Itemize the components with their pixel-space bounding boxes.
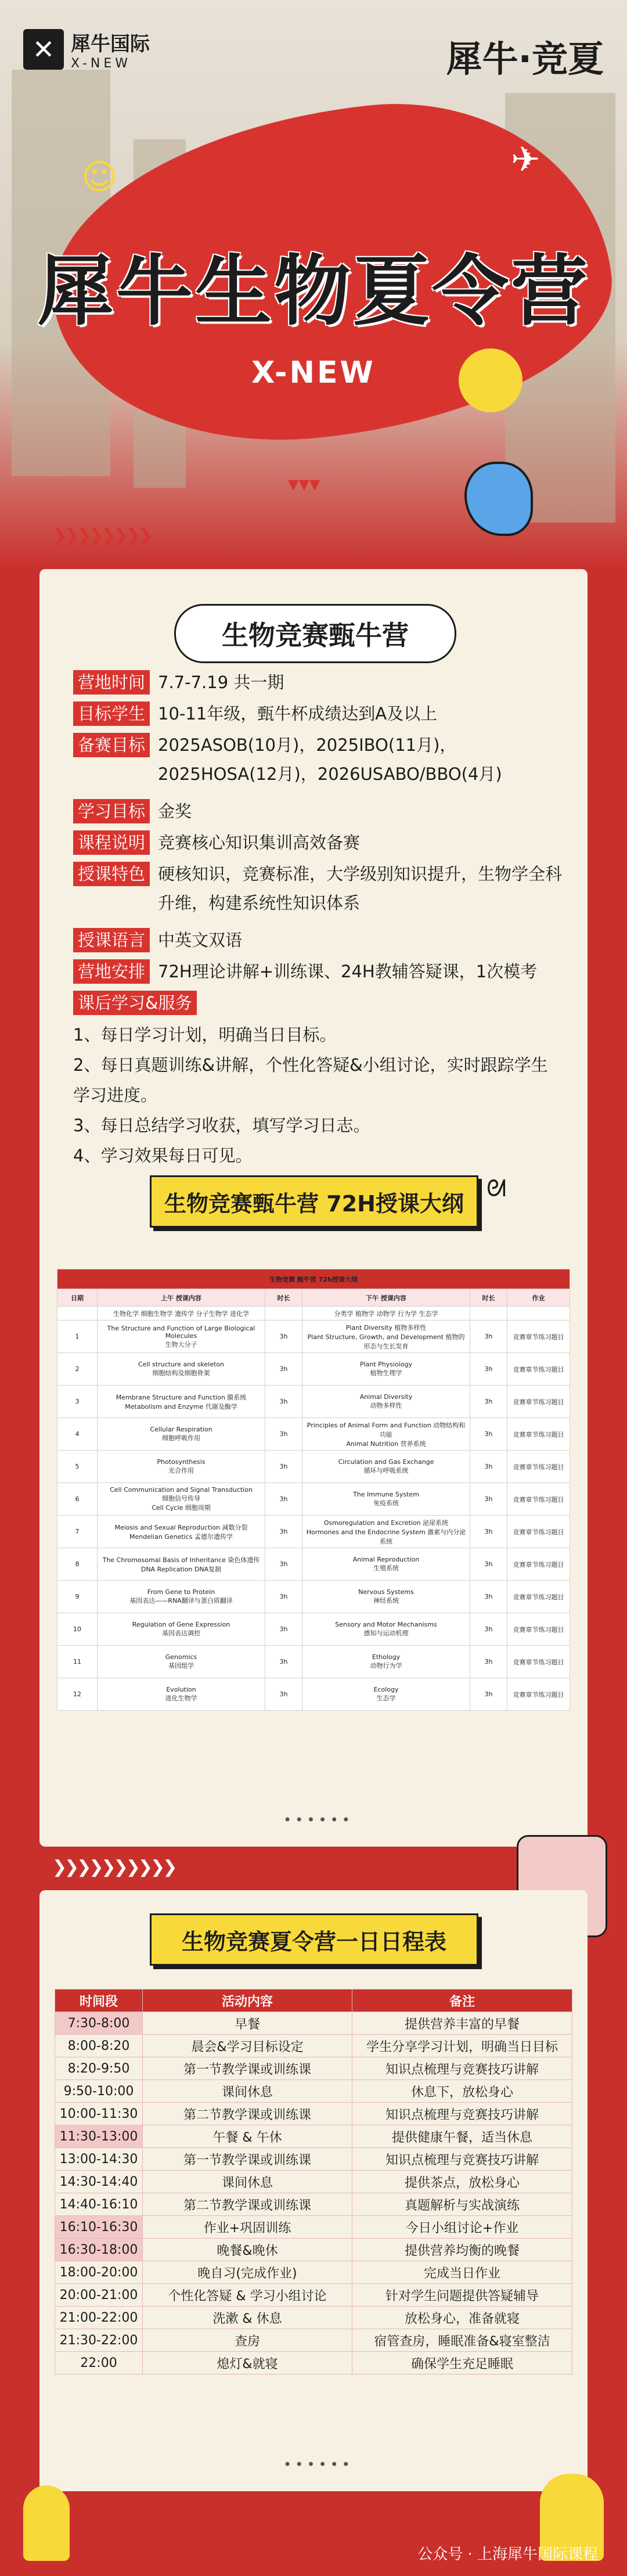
homework-cell: 竞赛章节练习题目 [507, 1451, 570, 1483]
note-cell: 完成当日作业 [352, 2261, 572, 2284]
day-cell: 3 [57, 1386, 98, 1418]
info-row [73, 668, 570, 697]
am-subjects: 生物化学 细胞生物学 遗传学 分子生物学 进化学 [98, 1307, 265, 1321]
pm-hours-cell: 3h [470, 1646, 507, 1678]
pm-hours-cell: 3h [470, 1386, 507, 1418]
schedule-row [55, 2307, 572, 2329]
pm-topic-cell: Nervous Systems 神经系统 [302, 1581, 470, 1613]
day-cell: 5 [57, 1451, 98, 1483]
time-cell: 14:40-16:10 [55, 2193, 143, 2216]
am-topic-cell: Photosynthesis 光合作用 [98, 1451, 265, 1483]
info-label: 备赛目标 [73, 733, 150, 757]
info-row [73, 828, 570, 857]
time-cell: 16:10-16:30 [55, 2216, 143, 2239]
pm-topic-cell: Ecology 生态学 [302, 1678, 470, 1711]
schedule-row [55, 2171, 572, 2193]
x-logo-icon: ✕ [23, 29, 64, 70]
time-cell: 22:00 [55, 2352, 143, 2374]
note-cell: 休息下，放松身心 [352, 2080, 572, 2103]
pm-hours-cell: 3h [470, 1548, 507, 1581]
note-cell: 学生分享学习计划，明确当日目标 [352, 2035, 572, 2057]
note-cell: 确保学生充足睡眠 [352, 2352, 572, 2374]
am-topic-cell: From Gene to Protein 基因表达——RNA翻译与蛋白质翻译 [98, 1581, 265, 1613]
arrows-decor-icon: ❯❯❯❯❯❯❯❯ [52, 526, 151, 546]
activity-cell: 个性化答疑 & 学习小组讨论 [143, 2284, 352, 2307]
info-value: 金奖 [158, 801, 192, 821]
activity-cell: 第二节教学课或训练课 [143, 2103, 352, 2125]
schedule-table [55, 1989, 572, 2374]
syllabus-row [57, 1516, 570, 1548]
smile-icon: ☺ [81, 157, 118, 197]
activity-cell: 晨会&学习目标设定 [143, 2035, 352, 2057]
am-hours-cell: 3h [265, 1418, 302, 1451]
schedule-card [39, 1890, 588, 2491]
homework-cell: 竞赛章节练习题目 [507, 1418, 570, 1451]
time-cell: 21:00-22:00 [55, 2307, 143, 2329]
info-value: 72H理论讲解+训练课、24H教辅答疑课，1次模考 [158, 962, 538, 981]
time-cell: 16:30-18:00 [55, 2239, 143, 2261]
syllabus-row [57, 1548, 570, 1581]
pm-hours-cell: 3h [470, 1483, 507, 1516]
am-hours-cell: 3h [265, 1548, 302, 1581]
am-topic-cell: Genomics 基因组学 [98, 1646, 265, 1678]
info-label: 目标学生 [73, 701, 150, 726]
activity-cell: 早餐 [143, 2012, 352, 2035]
note-cell: 知识点梳理与竞赛技巧讲解 [352, 2057, 572, 2080]
activity-cell: 午餐 & 午休 [143, 2125, 352, 2148]
activity-cell: 课间休息 [143, 2171, 352, 2193]
schedule-row [55, 2035, 572, 2057]
pm-hours-cell: 3h [470, 1418, 507, 1451]
info-value: 中英文双语 [158, 930, 243, 950]
am-topic-cell: The Chromosomal Basis of Inheritance 染色体遗传 DNA Replication DNA复制 [98, 1548, 265, 1581]
syllabus-row [57, 1451, 570, 1483]
time-cell: 18:00-20:00 [55, 2261, 143, 2284]
info-label: 课后学习&服务 [73, 991, 197, 1015]
sun-spiral-icon [459, 348, 522, 412]
note-cell: 宿管查房，睡眠准备&寝室整洁 [352, 2329, 572, 2352]
info-label: 营地安排 [73, 959, 150, 984]
schedule-row [55, 2329, 572, 2352]
dots-decor: •••••• [283, 2456, 354, 2473]
page-title: 犀牛生物夏令营 [37, 247, 590, 336]
logo-main-text: 犀牛国际 [71, 33, 150, 56]
syllabus-row [57, 1646, 570, 1678]
info-row [73, 699, 570, 728]
info-value: 硬核知识，竞赛标准，大学级别知识提升，生物学全科升维，构建系统性知识体系 [158, 864, 563, 913]
time-cell: 11:30-13:00 [55, 2125, 143, 2148]
pm-hours-cell: 3h [470, 1451, 507, 1483]
info-row [73, 988, 205, 1015]
note-cell: 真题解析与实战演练 [352, 2193, 572, 2216]
schedule-row [55, 2103, 572, 2125]
col-header: 时长 [265, 1289, 302, 1307]
am-topic-cell: Cellular Respiration 细胞呼吸作用 [98, 1418, 265, 1451]
airplane-icon: ✈ [511, 139, 540, 180]
pm-subjects: 分类学 植物学 动物学 行为学 生态学 [302, 1307, 470, 1321]
dots-decor: •••••• [283, 1812, 354, 1828]
day-cell: 2 [57, 1353, 98, 1386]
brand-logo[interactable] [23, 28, 150, 71]
homework-cell: 竞赛章节练习题目 [507, 1386, 570, 1418]
col-header: 活动内容 [143, 1989, 352, 2012]
service-item: 1、每日学习计划，明确当日目标。 [73, 1025, 337, 1045]
schedule-row [55, 2057, 572, 2080]
info-label: 营地时间 [73, 670, 150, 695]
am-topic-cell: Regulation of Gene Expression 基因表达调控 [98, 1613, 265, 1646]
homework-cell: 竞赛章节练习题目 [507, 1353, 570, 1386]
pm-hours-cell: 3h [470, 1353, 507, 1386]
col-header: 作业 [507, 1289, 570, 1307]
note-cell: 提供茶点，放松身心 [352, 2171, 572, 2193]
time-cell: 10:00-11:30 [55, 2103, 143, 2125]
activity-cell: 晚自习(完成作业) [143, 2261, 352, 2284]
schedule-row [55, 2193, 572, 2216]
pm-topic-cell: Osmoregulation and Excretion 泌尿系统 Hormones and the Endocrine System 激素与内分泌系统 [302, 1516, 470, 1548]
am-topic-cell: Meiosis and Sexual Reproduction 减数分裂 Mendelian Genetics 孟德尔遗传学 [98, 1516, 265, 1548]
schedule-row [55, 2261, 572, 2284]
camp-title: 生物竞赛甄牛营 [174, 604, 456, 663]
schedule-table-body [55, 2012, 572, 2374]
info-row [73, 926, 570, 955]
footer-source[interactable]: 公众号 · 上海犀牛国际课程 [417, 2546, 598, 2563]
time-cell: 8:20-9:50 [55, 2057, 143, 2080]
activity-cell: 作业+巩固训练 [143, 2216, 352, 2239]
camp-info-card [39, 569, 588, 1847]
am-hours-cell: 3h [265, 1451, 302, 1483]
note-cell: 知识点梳理与竞赛技巧讲解 [352, 2148, 572, 2171]
pm-topic-cell: Circulation and Gas Exchange 循环与呼吸系统 [302, 1451, 470, 1483]
day-cell: 10 [57, 1613, 98, 1646]
pm-topic-cell: Plant Physiology 植物生理学 [302, 1353, 470, 1386]
syllabus-table-body [57, 1321, 570, 1711]
schedule-row [55, 2352, 572, 2374]
schedule-row [55, 2125, 572, 2148]
info-value: 10-11年级，甄牛杯成绩达到A及以上 [158, 704, 438, 724]
pm-hours-cell: 3h [470, 1321, 507, 1353]
note-cell: 今日小组讨论+作业 [352, 2216, 572, 2239]
am-hours-cell: 3h [265, 1613, 302, 1646]
col-header: 上午 授课内容 [98, 1289, 265, 1307]
day-cell: 12 [57, 1678, 98, 1711]
info-label: 学习目标 [73, 799, 150, 823]
chevrons-decor-icon: ▼▼▼ [288, 476, 320, 492]
am-topic-cell: Membrane Structure and Function 膜系统 Metabolism and Enzyme 代谢及酶学 [98, 1386, 265, 1418]
syllabus-row [57, 1483, 570, 1516]
logo-sub-text: X-NEW [71, 56, 132, 71]
day-cell: 7 [57, 1516, 98, 1548]
homework-cell: 竞赛章节练习题目 [507, 1613, 570, 1646]
pm-hours-cell: 3h [470, 1613, 507, 1646]
activity-cell: 晚餐&晚休 [143, 2239, 352, 2261]
info-row [73, 797, 570, 826]
activity-cell: 课间休息 [143, 2080, 352, 2103]
day-cell: 11 [57, 1646, 98, 1678]
pm-topic-cell: The Immune System 免疫系统 [302, 1483, 470, 1516]
am-hours-cell: 3h [265, 1516, 302, 1548]
homework-cell: 竞赛章节练习题目 [507, 1678, 570, 1711]
pm-topic-cell: Ethology 动物行为学 [302, 1646, 470, 1678]
col-header: 备注 [352, 1989, 572, 2012]
info-label: 授课语言 [73, 928, 150, 952]
info-label: 授课特色 [73, 862, 150, 886]
pm-hours-cell: 3h [470, 1581, 507, 1613]
activity-cell: 第二节教学课或训练课 [143, 2193, 352, 2216]
syllabus-banner: 生物竞赛甄牛营 72H授课大纲 [150, 1175, 478, 1228]
syllabus-row [57, 1613, 570, 1646]
am-hours-cell: 3h [265, 1386, 302, 1418]
note-cell: 提供营养均衡的晚餐 [352, 2239, 572, 2261]
am-hours-cell: 3h [265, 1646, 302, 1678]
day-cell: 8 [57, 1548, 98, 1581]
am-topic-cell: Cell Communication and Signal Transduction 细胞信号传导 Cell Cycle 细胞周期 [98, 1483, 265, 1516]
am-topic-cell: Evolution 进化生物学 [98, 1678, 265, 1711]
day-cell: 1 [57, 1321, 98, 1353]
homework-cell: 竞赛章节练习题目 [507, 1548, 570, 1581]
info-row [73, 731, 570, 789]
syllabus-row [57, 1321, 570, 1353]
schedule-row [55, 2239, 572, 2261]
brand-right-text: 犀牛·竞夏 [446, 38, 604, 80]
pm-hours-cell: 3h [470, 1516, 507, 1548]
col-header: 日期 [57, 1289, 98, 1307]
note-cell: 提供营养丰富的早餐 [352, 2012, 572, 2035]
activity-cell: 熄灯&就寝 [143, 2352, 352, 2374]
activity-cell: 查房 [143, 2329, 352, 2352]
schedule-row [55, 2216, 572, 2239]
am-hours-cell: 3h [265, 1483, 302, 1516]
note-cell: 放松身心，准备就寝 [352, 2307, 572, 2329]
col-header: 下午 授课内容 [302, 1289, 470, 1307]
homework-cell: 竞赛章节练习题目 [507, 1581, 570, 1613]
time-cell: 20:00-21:00 [55, 2284, 143, 2307]
note-cell: 针对学生问题提供答疑辅导 [352, 2284, 572, 2307]
service-item: 2、每日真题训练&讲解，个性化答疑&小组讨论，实时跟踪学生学习进度。 [73, 1055, 548, 1105]
blob-character-icon [464, 462, 533, 536]
syllabus-row [57, 1581, 570, 1613]
am-hours-cell: 3h [265, 1321, 302, 1353]
note-cell: 提供健康午餐，适当休息 [352, 2125, 572, 2148]
syllabus-row [57, 1418, 570, 1451]
schedule-banner: 生物竞赛夏令营一日日程表 [150, 1913, 478, 1966]
swirl-decor-icon: ᘛ [487, 1175, 507, 1202]
pm-hours-cell: 3h [470, 1678, 507, 1711]
time-cell: 13:00-14:30 [55, 2148, 143, 2171]
time-cell: 7:30-8:00 [55, 2012, 143, 2035]
hero-section [0, 0, 627, 569]
time-cell: 8:00-8:20 [55, 2035, 143, 2057]
homework-cell: 竞赛章节练习题目 [507, 1646, 570, 1678]
schedule-row [55, 2284, 572, 2307]
time-cell: 14:30-14:40 [55, 2171, 143, 2193]
service-item: 4、学习效果每日可见。 [73, 1146, 253, 1165]
homework-cell: 竞赛章节练习题目 [507, 1516, 570, 1548]
note-cell: 知识点梳理与竞赛技巧讲解 [352, 2103, 572, 2125]
service-item: 3、每日总结学习收获，填写学习日志。 [73, 1116, 370, 1135]
services-list [73, 1020, 555, 1171]
am-hours-cell: 3h [265, 1678, 302, 1711]
pm-topic-cell: Sensory and Motor Mechanisms 感知与运动机理 [302, 1613, 470, 1646]
day-cell: 6 [57, 1483, 98, 1516]
am-hours-cell: 3h [265, 1353, 302, 1386]
pm-topic-cell: Plant Diversity 植物多样性 Plant Structure, Growth, and Development 植物的形态与生长发育 [302, 1321, 470, 1353]
activity-cell: 第一节教学课或训练课 [143, 2057, 352, 2080]
am-topic-cell: Cell structure and skeleton 细胞结构及细胞骨架 [98, 1353, 265, 1386]
schedule-row [55, 2080, 572, 2103]
pm-topic-cell: Animal Reproduction 生殖系统 [302, 1548, 470, 1581]
info-label: 课程说明 [73, 830, 150, 855]
activity-cell: 洗漱 & 休息 [143, 2307, 352, 2329]
am-hours-cell: 3h [265, 1581, 302, 1613]
am-topic-cell: The Structure and Function of Large Biological Molecules 生物大分子 [98, 1321, 265, 1353]
syllabus-row [57, 1353, 570, 1386]
homework-cell: 竞赛章节练习题目 [507, 1321, 570, 1353]
page-subtitle: X-NEW [251, 355, 376, 390]
day-cell: 9 [57, 1581, 98, 1613]
info-value: 竞赛核心知识集训高效备赛 [158, 833, 361, 852]
schedule-row [55, 2148, 572, 2171]
pm-topic-cell: Animal Diversity 动物多样性 [302, 1386, 470, 1418]
activity-cell: 第一节教学课或训练课 [143, 2148, 352, 2171]
tulip-left-icon [23, 2485, 70, 2561]
info-value: 2025ASOB(10月)，2025IBO(11月)，2025HOSA(12月)，2026USABO/BBO(4月) [158, 735, 502, 784]
syllabus-table [57, 1269, 570, 1711]
time-cell: 9:50-10:00 [55, 2080, 143, 2103]
info-row [73, 859, 570, 918]
syllabus-table-title: 生物竞赛 甄牛营 72h授课大纲 [57, 1269, 570, 1289]
day-cell: 4 [57, 1418, 98, 1451]
arrows-decor-icon: ❯❯❯❯❯❯❯❯❯❯ [52, 1857, 175, 1877]
syllabus-row [57, 1678, 570, 1711]
col-header: 时间段 [55, 1989, 143, 2012]
time-cell: 21:30-22:00 [55, 2329, 143, 2352]
info-value: 7.7-7.19 共一期 [158, 672, 284, 692]
info-row [73, 957, 570, 986]
homework-cell: 竞赛章节练习题目 [507, 1483, 570, 1516]
col-header: 时长 [470, 1289, 507, 1307]
syllabus-row [57, 1386, 570, 1418]
schedule-row [55, 2012, 572, 2035]
pm-topic-cell: Principles of Animal Form and Function 动物结构和功能 Animal Nutrition 营养系统 [302, 1418, 470, 1451]
